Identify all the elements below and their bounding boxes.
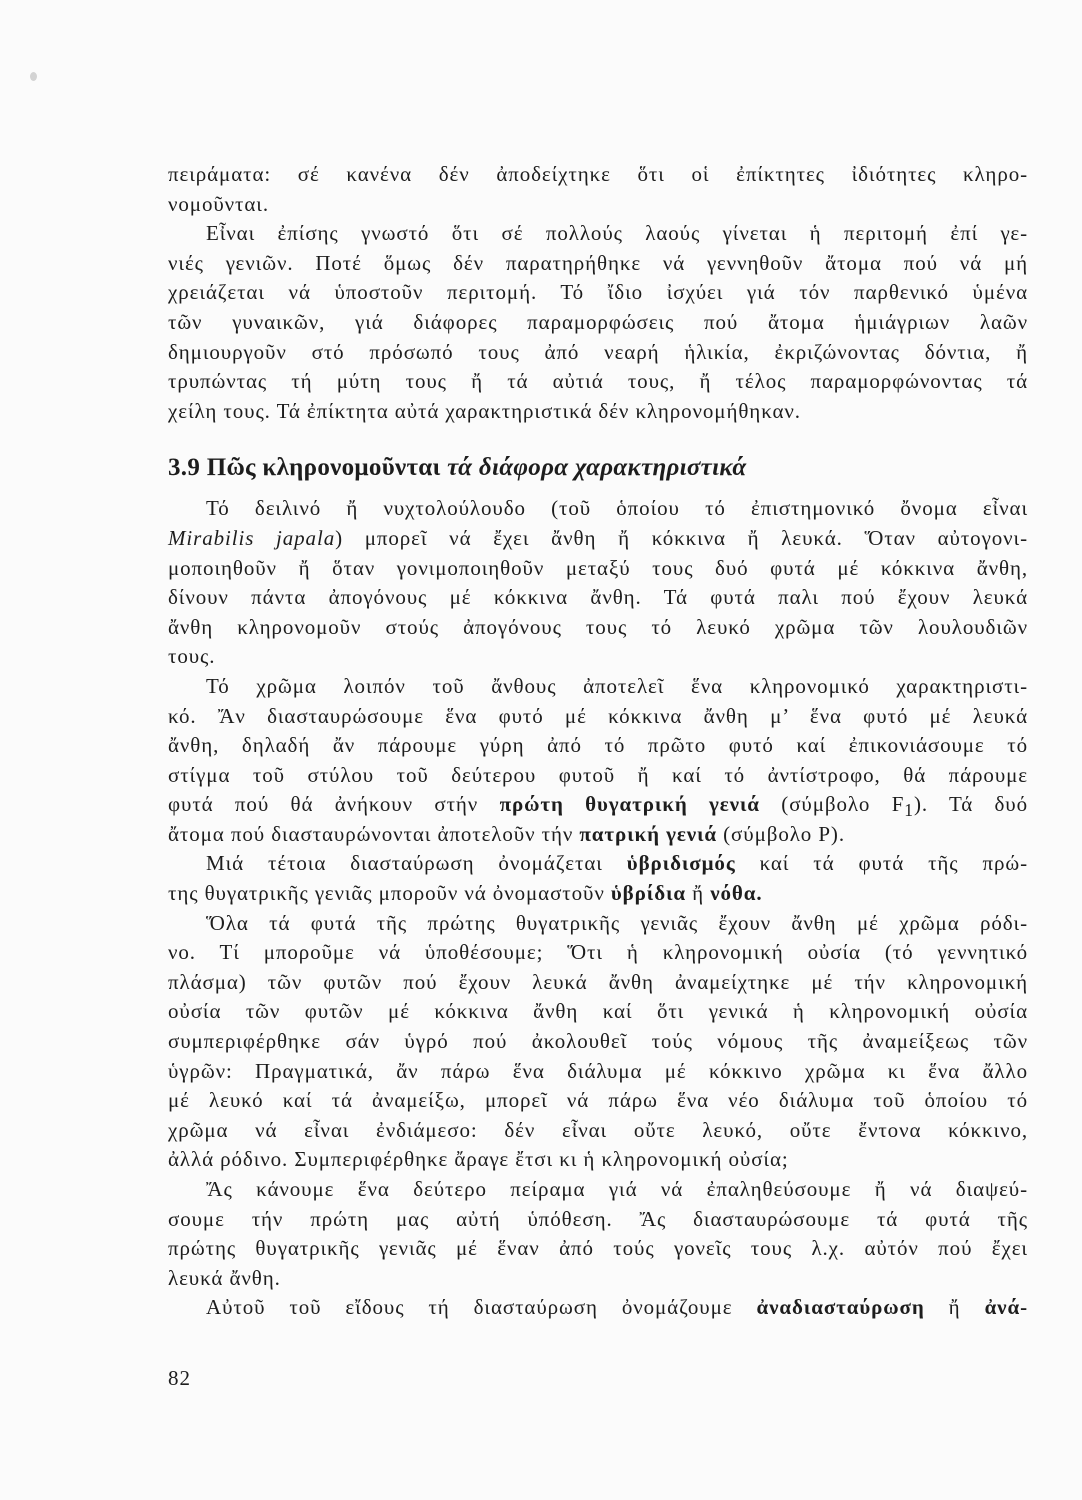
- text-line: ἄνθη, δηλαδή ἄν πάρουμε γύρη ἀπό τό πρῶτο φυτό καί ἐπικονιάσουμε τό: [168, 733, 1028, 758]
- text-line: τρυπώντας τή μύτη τους ἤ τά αὐτιά τους, ἤ τέλος παραμορφώνοντας τά: [168, 369, 1028, 394]
- term-hybridization: ὑβριδισμός: [626, 851, 736, 876]
- text-line: μοποιηθοῦν ἤ ὅταν γονιμοποιηθοῦν μεταξύ τους δυό φυτά μέ κόκκινα ἄνθη,: [168, 555, 1028, 580]
- text-line: ἄνθη κληρονομοῦν στούς ἀπογόνους τους τό λευκό χρῶμα τῶν λουλουδιῶν: [168, 614, 1028, 639]
- page-number: 82: [168, 1366, 191, 1390]
- text-line: Ἄς κάνουμε ἕνα δεύτερο πείραμα γιά νά ἐπαληθεύσουμε ἤ νά διαψεύ-: [206, 1177, 1028, 1201]
- text-line: δημιουργοῦν στό πρόσωπό τους ἀπό νεαρή ἡλικία, ἐκριζώνοντας δόντια, ἤ: [168, 339, 1028, 364]
- text-line: μέ λευκό καί τά ἀναμείξω, μπορεῖ νά πάρω ἕνα νέο διάλυμα τοῦ ὁποίου τό: [168, 1088, 1028, 1113]
- text-line: συμπεριφέρθηκε σάν ὑγρό πού ἀκολουθεῖ τούς νόμους τῆς ἀναμείξεως τῶν: [168, 1029, 1028, 1054]
- text-line: σουμε τήν πρώτη μας αὐτή ὑπόθεση. Ἄς διασταυρώσουμε τά φυτά τῆς: [168, 1206, 1028, 1231]
- text-line: ἄτομα πού διασταυρώνονται ἀποτελοῦν τήν πατρική γενιά (σύμβολο P).: [168, 821, 845, 846]
- text-line: οὐσία τῶν φυτῶν μέ κόκκινα ἄνθη καί ὅτι γενικά ἡ κληρονομική οὐσία: [168, 999, 1028, 1024]
- text-line: πειράματα: σέ κανένα δέν ἀποδείχτηκε ὅτι οἱ ἐπίκτητες ἰδιότητες κληρο-: [168, 162, 1028, 186]
- text-line: Τό δειλινό ἤ νυχτολούλουδο (τοῦ ὁποίου τό ἐπιστημονικό ὄνομα εἶναι: [206, 496, 1028, 521]
- text-line: ὑγρῶν: Πραγματικά, ἄν πάρω ἕνα διάλυμα μέ κόκκινο χρῶμα κι ἕνα ἄλλο: [168, 1058, 1028, 1083]
- text-line: δίνουν πάντα ἀπογόνους μέ κόκκινα ἄνθη. Τά φυτά παλι πού ἔχουν λευκά: [168, 585, 1028, 610]
- text-line: στίγμα τοῦ στύλου τοῦ δεύτερου φυτοῦ ἤ καί τό ἀντίστροφο, θά πάρουμε: [168, 762, 1028, 787]
- text-line: ἀλλά ρόδινο. Συμπεριφέρθηκε ἄραγε ἔτσι κι ἡ κληρονομική οὐσία;: [168, 1147, 789, 1172]
- text-line: λευκά ἄνθη.: [168, 1265, 281, 1290]
- section-heading-italic: τά διάφορα χαρακτηριστικά: [447, 454, 747, 482]
- scan-speck: [30, 72, 37, 81]
- term-parental: πατρική γενιά: [579, 821, 718, 846]
- text-line: τους.: [168, 644, 216, 669]
- text-line: της θυγατρικῆς γενιᾶς μποροῦν νά ὀνομαστοῦν ὑβρίδια ἤ νόθα.: [168, 881, 763, 906]
- text-line: τῶν γυναικῶν, γιά διάφορες παραμορφώσεις πού ἄτομα ἡμιάγριων λαῶν: [168, 309, 1028, 334]
- text-line: πρώτης θυγατρικῆς γενιᾶς μέ ἕναν ἀπό τούς γονεῖς τους λ.χ. αὐτόν πού ἔχει: [168, 1236, 1028, 1261]
- section-heading: [168, 446, 1028, 490]
- text-line: νομοῦνται.: [168, 191, 269, 216]
- term-hybrids: ὑβρίδια: [610, 881, 687, 906]
- text-line: Mirabilis japala) μπορεῖ νά ἔχει ἄνθη ἤ κόκκινα ἤ λευκά. Ὅταν αὐτογονι-: [168, 525, 1028, 550]
- species-name: Mirabilis japala: [168, 525, 336, 550]
- text-line: Ὅλα τά φυτά τῆς πρώτης θυγατρικῆς γενιᾶς ἔχουν ἄνθη μέ χρῶμα ρόδι-: [206, 910, 1028, 935]
- text-line: πλάσμα) τῶν φυτῶν πού ἔχουν λευκά ἄνθη ἀναμείχτηκε μέ τήν κληρονομική: [168, 969, 1028, 994]
- term-first-filial: πρώτη θυγατρική γενιά: [499, 792, 760, 817]
- term-backcross: ἀναδιασταύρωση: [756, 1295, 925, 1320]
- term-backcross-continued: ἀνά-: [984, 1295, 1028, 1320]
- text-line: χρῶμα νά εἶναι ἐνδιάμεσο: δέν εἶναι οὔτε λευκό, οὔτε ἔντονα κόκκινο,: [168, 1117, 1028, 1142]
- text-line: Αὐτοῦ τοῦ εἴδους τή διασταύρωση ὀνομάζουμε ἀναδιασταύρωση ἤ ἀνά-: [206, 1295, 1028, 1320]
- text-line: χρειάζεται νά ὑποστοῦν περιτομή. Τό ἴδιο ἰσχύει γιά τόν παρθενικό ὑμένα: [168, 280, 1028, 305]
- text-line: Εἶναι ἐπίσης γνωστό ὅτι σέ πολλούς λαούς γίνεται ἡ περιτομή ἐπί γε-: [206, 221, 1028, 246]
- section-heading-main: 3.9 Πῶς κληρονομοῦνται: [168, 454, 441, 482]
- text-line: κό. Ἄν διασταυρώσουμε ἕνα φυτό μέ κόκκινα ἄνθη μ’ ἕνα φυτό μέ λευκά: [168, 703, 1028, 728]
- text-line: Τό χρῶμα λοιπόν τοῦ ἄνθους ἀποτελεῖ ἕνα κληρονομικό χαρακτηριστι-: [206, 673, 1028, 698]
- term-bastards: νόθα.: [710, 881, 763, 906]
- text-line: Μιά τέτοια διασταύρωση ὀνομάζεται ὑβριδισμός καί τά φυτά τῆς πρώ-: [206, 851, 1028, 876]
- text-line: φυτά πού θά ἀνήκουν στήν πρώτη θυγατρική γενιά (σύμβολο $F_1$). Τά δυό: [168, 792, 1029, 821]
- page-content: [168, 160, 1028, 1323]
- text-line: χείλη τους. Τά ἐπίκτητα αὐτά χαρακτηριστικά δέν κληρονομήθηκαν.: [168, 398, 801, 423]
- text-line: νιές γενιῶν. Ποτέ ὅμως δέν παρατηρήθηκε νά γεννηθοῦν ἄτομα πού νά μή: [168, 250, 1028, 275]
- text-line: νο. Τί μποροῦμε νά ὑποθέσουμε; Ὅτι ἡ κληρονομική οὐσία (τό γεννητικό: [168, 940, 1028, 965]
